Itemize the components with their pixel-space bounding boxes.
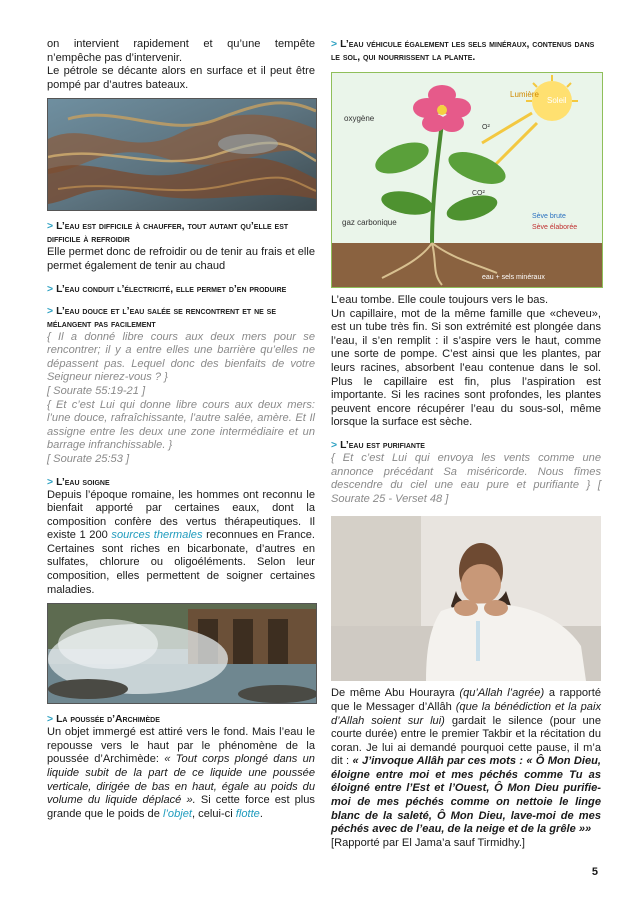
heading-eau-douce-salee: > L’eau douce et l’eau salée se rencontrent et ne se mélangent pas facilement <box>47 305 277 330</box>
heading-sels-mineraux: > L’eau véhicule également les sels minéraux, contenus dans le sol, qui nourrissent la plante. <box>331 39 595 63</box>
quran-ref-2: [ Sourate 25:53 ] <box>47 452 130 465</box>
hadith-text: De même Abu Hourayra (qu’Allah l’agrée) a rapporté que le Messager d’Allâh (que la bénédiction et la paix d’Allah soient sur lui) gardait le silence (pour une courte durée) entre le premier Takbir et la récitation du coran. Je lui ai demandé pourquoi cette pause, il m’a dit : « J’invoque Allâh par ces mots : « Ô Mon Dieu, éloigne entre moi et mes péchés comme Tu as éloigné entre l’Est et l’Ouest, Ô Mon Dieu purifie-moi de mes péchés comme on nettoie le linge blanc de la saleté, Ô Mon Dieu, lave-moi de mes péchés avec de l’eau, de la neige et de la grêle »» <box>331 687 602 836</box>
soigne-text: Depuis l’époque romaine, les hommes ont reconnu le bienfait apporté par certaines eaux, dont la composition confère des vertus thérapeutiques. Il existe 1 200 sources thermales reconnues en France. Certaines sont riches en bicarbonate, d’autres en sulfates, chlorure ou oligoéléments. Selon leur composition, elles permettent de soigner certaines maladies. <box>47 488 315 596</box>
ablution-photo <box>331 516 601 681</box>
objet-link[interactable]: l’objet <box>162 807 192 820</box>
petrole-text: Le pétrole se décante alors en surface et il peut être pompé par d’autres bateaux. <box>47 65 315 91</box>
diagram-label-gaz: gaz carbonique <box>342 218 397 227</box>
diagram-label-co2: CO² <box>472 190 485 197</box>
diagram-label-soleil: Soleil <box>547 96 567 105</box>
heading-eau-soigne: > L’eau soigne <box>47 476 110 488</box>
diagram-label-seve-brute: Sève brute <box>532 213 566 220</box>
diagram-label-lumiere: Lumière <box>510 90 539 99</box>
heading-arrow-icon: > <box>47 305 54 317</box>
diagram-label-seve-elaboree: Sève élaborée <box>532 224 578 231</box>
diagram-label-o2: O² <box>482 124 490 131</box>
heading-arrow-icon: > <box>331 439 338 451</box>
quran-ref-1: [ Sourate 55:19-21 ] <box>47 384 146 397</box>
diagram-label-oxygene: oxygène <box>344 114 375 123</box>
plant-diagram <box>331 72 603 288</box>
heading-archimede: > La poussée d’Archimède <box>47 714 160 726</box>
quran-quote-2: { Et c’est Lui qui donne libre cours aux deux mers: l’une douce, rafraîchissante, l’autre salée, amère. Et Il assigne entre les deux une zone intermédiaire et un barrage infranchissable. } <box>47 398 315 452</box>
right-column <box>331 38 601 850</box>
heading-arrow-icon: > <box>47 221 54 233</box>
diagram-label-eau-sels: eau + sels minéraux <box>482 274 545 281</box>
tombe-text: L’eau tombe. Elle coule toujours vers le bas. <box>331 294 549 306</box>
capillaire-text: Un capillaire, mot de la même famille que «cheveu», est un tube très fin. Si son extrémité est plongée dans l’eau, il s’en remplit : il s’aspire vers le haut, comme une sorte de pompe. C’est ainsi que les plantes, par leurs racines, absorbent l’eau contenue dans le sol. Plus le capillaire est fin, plus l’aspiration est importante. Si les racines sont profondes, les plantes peuvent encore récupérer l’eau du sous-sol, même lorsque la surface est sèche. <box>331 307 601 429</box>
thermal-bath-photo <box>47 603 317 704</box>
hadith-ref: [Rapporté par El Jama’a sauf Tirmidhy.] <box>331 836 526 849</box>
intro-text: on intervient rapidement et qu’une tempête n’empêche pas d’intervenir. <box>47 38 315 64</box>
quran-quote-3: { Et c’est Lui qui envoya les vents comme une annonce précédant Sa miséricorde. Nous fîmes descendre du ciel une eau pure et purifiante } [ Sourate 25 - Verset 48 ] <box>331 451 601 505</box>
sources-thermales-link[interactable]: sources thermales <box>111 529 203 542</box>
oil-slick-photo <box>47 98 317 211</box>
heading-purifiante: > L’eau est purifiante <box>331 439 425 451</box>
heading-chauffer: > L’eau est difficile à chauffer, tout autant qu’elle est difficile à refroidir <box>47 221 289 246</box>
chauffer-text: Elle permet donc de refroidir ou de tenir au frais et elle permet également de tenir au chaud <box>47 246 315 272</box>
page-number: 5 <box>591 866 598 878</box>
archimede-text: Un objet immergé est attiré vers le fond. Mais l’eau le repousse vers le haut par le phénomène de la poussée d’Archimède: « Tout corps plongé dans un liquide subit de la part de ce liquide une poussée verticale, dirigée de bas en haut, égale au poids du volume du liquide déplacé ». Si cette force est plus grande que le poids de l’objet, celui-ci flotte. <box>47 726 315 820</box>
left-column <box>47 38 315 821</box>
heading-arrow-icon: > <box>331 39 338 50</box>
heading-arrow-icon: > <box>47 714 54 726</box>
heading-arrow-icon: > <box>47 476 54 488</box>
heading-electricite: > L’eau conduit l’électricité, elle permet d’en produire <box>47 283 287 295</box>
heading-arrow-icon: > <box>47 283 54 295</box>
flotte-link[interactable]: flotte <box>235 807 260 820</box>
quran-quote-1: { Il a donné libre cours aux deux mers pour se rencontrer; il y a entre elles une barrière qu’elles ne dépassent pas. Lequel donc des bienfaits de votre Seigneur nierez-vous ? } <box>47 330 315 384</box>
